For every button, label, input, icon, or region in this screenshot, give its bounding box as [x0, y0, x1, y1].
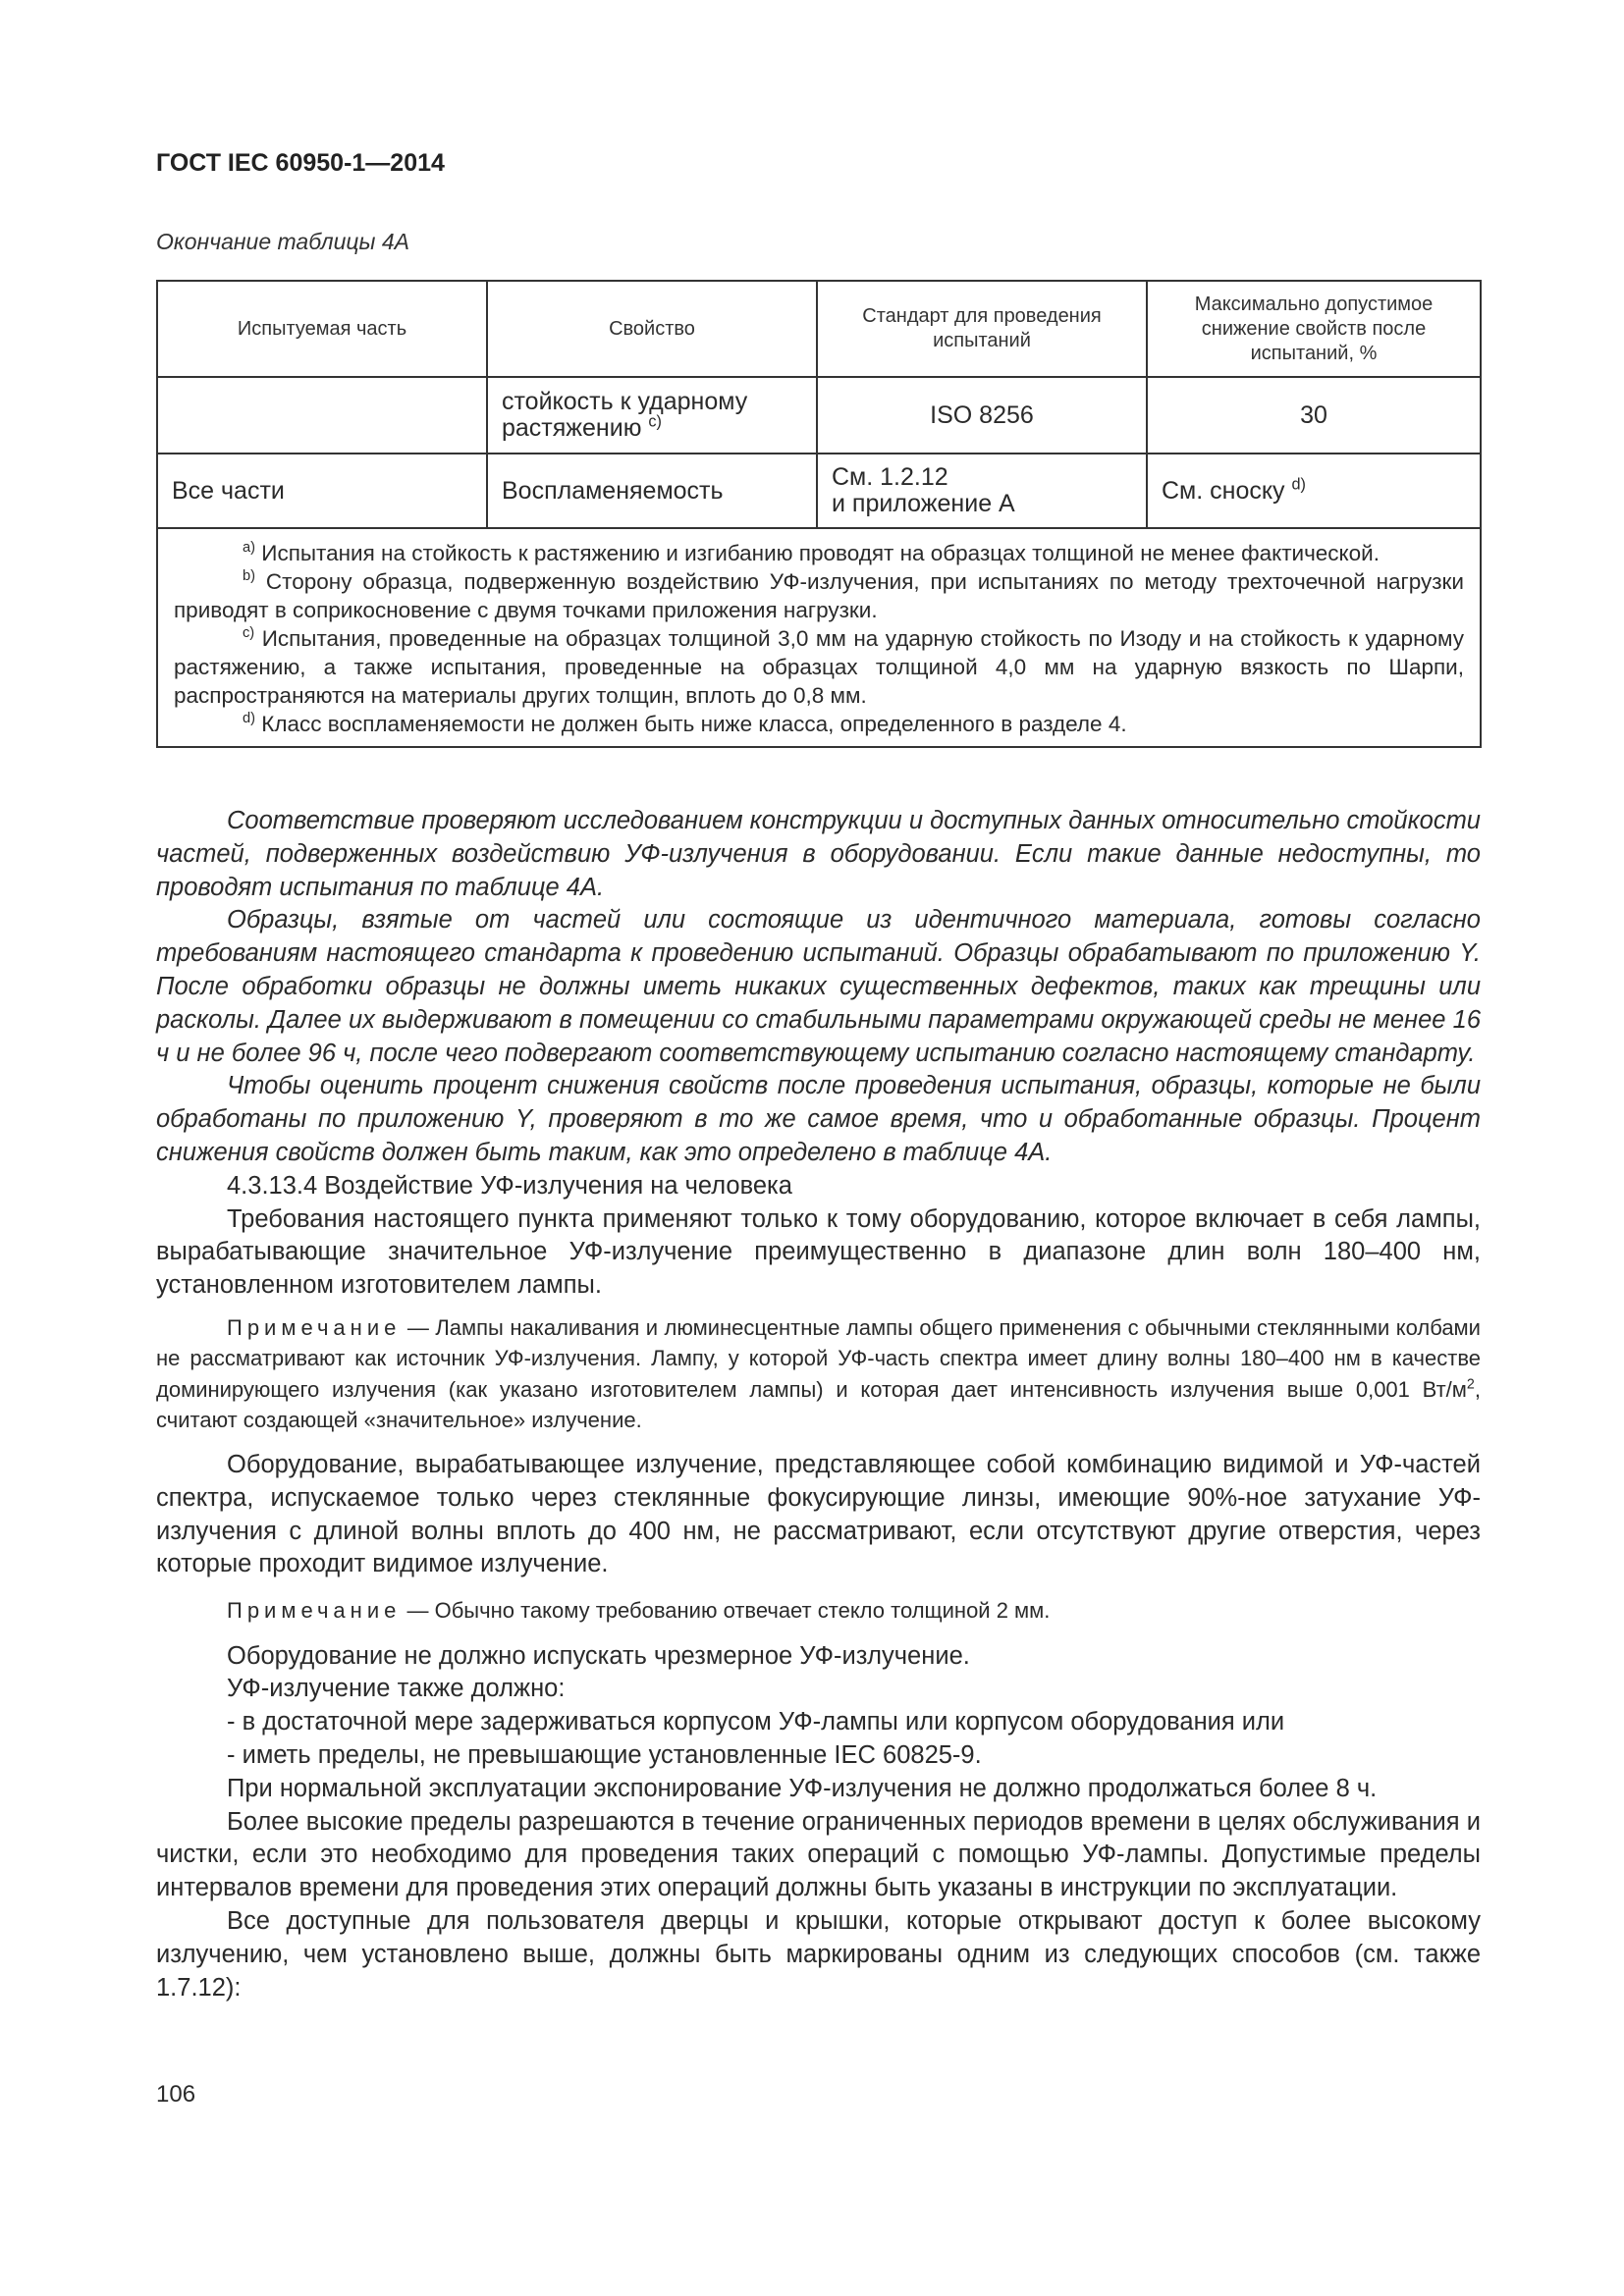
- standard-line: См. 1.2.12: [832, 463, 948, 491]
- superscript: 2: [1466, 1376, 1475, 1393]
- cell-value: 30: [1147, 377, 1481, 454]
- footnote-text: Сторону образца, подверженную воздействию УФ-излучения, при испытаниях по методу трехточечной нагрузки приводят в соприкосновение с двумя точками приложения нагрузки.: [174, 569, 1464, 622]
- table-row: [157, 454, 1481, 528]
- document-header-title: ГОСТ IEC 60950-1—2014: [156, 149, 445, 177]
- paragraph: Требования настоящего пункта применяют только к тому оборудованию, которое включает в себя лампы, вырабатывающие значительное УФ-излучение преимущественно в диапазоне длин волн 180–400 нм, установленном изготовителем лампы.: [156, 1204, 1481, 1300]
- footnote-text: Класс воспламеняемости не должен быть ниже класса, определенного в разделе 4.: [261, 712, 1127, 736]
- value-text: См. сноску: [1162, 476, 1285, 505]
- table-4a: [156, 280, 1482, 748]
- note: [156, 1595, 1481, 1627]
- footnote: [174, 710, 1464, 738]
- paragraph: Чтобы оценить процент снижения свойств после проведения испытания, образцы, которые не были обработаны по приложению Y, проверяют в то же самое время, что и обработанные образцы. Процент снижения свойств должен быть таким, как это определено в таблице 4А.: [156, 1072, 1481, 1166]
- footnote: [174, 567, 1464, 624]
- note-label: Примечание: [227, 1598, 402, 1624]
- note-text: — Обычно такому требованию отвечает стекло толщиной 2 мм.: [406, 1598, 1051, 1624]
- cell-part: [157, 377, 487, 454]
- footnote-ref: c): [648, 412, 662, 431]
- footnotes-cell: [157, 528, 1481, 747]
- footnotes-row: [157, 528, 1481, 747]
- standard-line: и приложение А: [832, 490, 1015, 517]
- footnote: [174, 624, 1464, 710]
- paragraph: Оборудование, вырабатывающее излучение, представляющее собой комбинацию видимой и УФ-частей спектра, испускаемое только через стеклянные фокусирующие линзы, имеющие 90%-ное затухание УФ-излучения с длиной волны вплоть до 400 нм, не рассматривают, если отсутствуют другие отверстия, через которые проходит видимое излучение.: [156, 1450, 1481, 1578]
- footnote-text: Испытания, проведенные на образцах толщиной 3,0 мм на ударную стойкость по Изоду и на стойкость к ударному растяжению, а также испытания, проведенные на образцах толщиной 4,0 мм на ударную вязкость по Шарпи, распространяются на материалы других толщин, вплоть до 0,8 мм.: [174, 626, 1464, 708]
- property-text: стойкость к ударному растяжению: [502, 388, 748, 442]
- table-header-row: [157, 281, 1481, 377]
- note-label: Примечание: [227, 1314, 402, 1340]
- cell-part: Все части: [157, 454, 487, 528]
- paragraph: Соответствие проверяют исследованием конструкции и доступных данных относительно стойкости частей, подверженных воздействию УФ-излучения в оборудовании. Если такие данные недоступны, то проводят испытания по таблице 4А.: [156, 807, 1481, 901]
- list-item: - в достаточной мере задерживаться корпусом УФ-лампы или корпусом оборудования или: [227, 1708, 1285, 1736]
- footnote-ref: d): [1291, 474, 1306, 493]
- cell-value: [1147, 454, 1481, 528]
- column-header: Свойство: [487, 281, 817, 377]
- cell-property: [487, 377, 817, 454]
- column-header: Максимально допустимое снижение свойств после испытаний, %: [1147, 281, 1481, 377]
- column-header: Испытуемая часть: [157, 281, 487, 377]
- cell-standard: [817, 454, 1147, 528]
- note-text: , считают создающей «значительное» излучение.: [156, 1376, 1481, 1433]
- cell-standard: ISO 8256: [817, 377, 1147, 454]
- column-header: Стандарт для проведения испытаний: [817, 281, 1147, 377]
- page-number: 106: [156, 2081, 196, 2108]
- paragraph: Оборудование не должно испускать чрезмерное УФ-излучение.: [227, 1641, 970, 1670]
- cell-property: Воспламеняемость: [487, 454, 817, 528]
- paragraph: Образцы, взятые от частей или состоящие из идентичного материала, готовы согласно требованиям настоящего стандарта к проведению испытаний. Образцы обрабатывают по приложению Y. После обработки образцы не должны иметь никаких существенных дефектов, таких как трещины или расколы. Далее их выдерживают в помещении со стабильными параметрами окружающей среды не менее 16 ч и не более 96 ч, после чего подвергают соответствующему испытанию согласно настоящему стандарту.: [156, 906, 1481, 1067]
- footnote-mark: a): [243, 540, 255, 557]
- section-heading: 4.3.13.4 Воздействие УФ-излучения на человека: [227, 1171, 792, 1200]
- paragraph: При нормальной эксплуатации экспонирование УФ-излучения не должно продолжаться более 8 ч.: [227, 1774, 1378, 1802]
- paragraph: Все доступные для пользователя дверцы и крышки, которые открывают доступ к более высокому излучению, чем установлено выше, должны быть маркированы одним из следующих способов (см. также 1.7.12):: [156, 1907, 1481, 2002]
- footnote-mark: b): [243, 568, 255, 585]
- note-text: — Лампы накаливания и люминесцентные лампы общего применения с обычными стеклянными колбами не рассматривают как источник УФ-излучения. Лампу, у которой УФ-часть спектра имеет длину волны 180–400 нм в качестве доминирующего излучения (как указано изготовителем лампы) и которая дает интенсивность излучения выше 0,001 Вт/м: [156, 1314, 1481, 1402]
- list-item: - иметь пределы, не превышающие установленные IEC 60825-9.: [227, 1741, 982, 1770]
- footnote-mark: d): [243, 711, 255, 727]
- footnote: [174, 539, 1464, 567]
- paragraph: УФ-излучение также должно:: [227, 1675, 566, 1703]
- table-row: [157, 377, 1481, 454]
- body-text: [156, 805, 1481, 2004]
- footnote-text: Испытания на стойкость к растяжению и изгибанию проводят на образцах толщиной не менее фактической.: [261, 541, 1380, 565]
- note: [156, 1312, 1481, 1436]
- paragraph: Более высокие пределы разрешаются в течение ограниченных периодов времени в целях обслуживания и чистки, если это необходимо для проведения таких операций с помощью УФ-лампы. Допустимые пределы интервалов времени для проведения этих операций должны быть указаны в инструкции по эксплуатации.: [156, 1807, 1481, 1902]
- table-caption: Окончание таблицы 4А: [156, 229, 410, 254]
- footnote-mark: c): [243, 625, 255, 642]
